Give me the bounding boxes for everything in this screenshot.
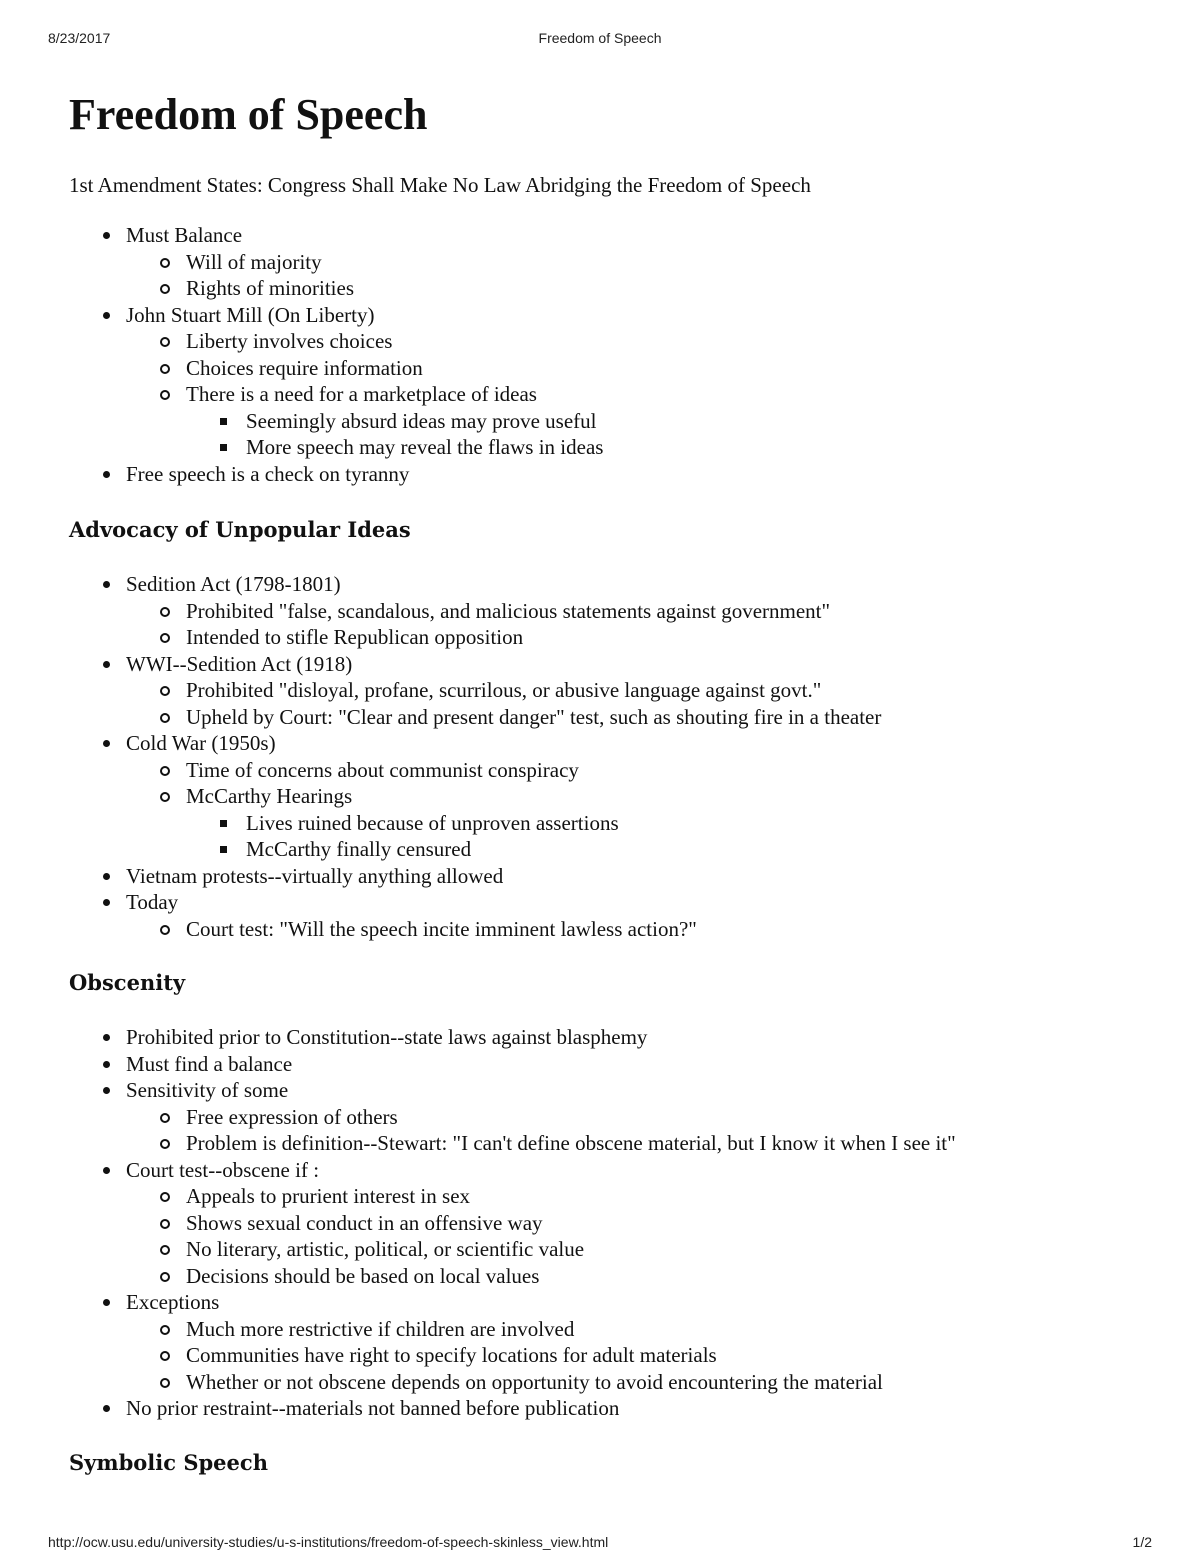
list-item-text: No prior restraint--materials not banned before publication [126,1396,620,1420]
circle-bullet-icon [160,1325,170,1335]
intro-list [69,222,1149,487]
list-item [126,677,1149,704]
list-item-text: Appeals to prurient interest in sex [186,1184,471,1208]
circle-bullet-icon [160,1192,170,1202]
page-title: Freedom of Speech [69,90,428,139]
circle-bullet-icon [160,364,170,374]
list-item-text: Court test: "Will the speech incite imminent lawless action?" [186,916,697,941]
list-item [69,302,1149,461]
intro-paragraph: 1st Amendment States: Congress Shall Make No Law Abridging the Freedom of Speech [69,173,811,197]
list-item-text: Much more restrictive if children are involved [186,1316,575,1341]
bullet-list-level-2 [126,1104,1149,1157]
list-item [126,381,1149,461]
list-item [126,1130,1149,1157]
circle-bullet-icon [160,1219,170,1229]
list-item [126,916,1149,943]
list-item [126,1210,1149,1237]
list-item-text: Upheld by Court: "Clear and present danger" test, such as shouting fire in a theater [186,704,882,729]
bullet-list-level-2 [126,1316,1149,1396]
disc-bullet-icon [103,740,110,747]
circle-bullet-icon [160,1113,170,1123]
circle-bullet-icon [160,1245,170,1255]
list-item [69,461,1149,488]
list-item-text: Prohibited prior to Constitution--state laws against blasphemy [126,1025,648,1049]
print-url: http://ocw.usu.edu/university-studies/u-s-institutions/freedom-of-speech-skinless_view.html [48,1534,609,1550]
list-item [69,1051,1149,1078]
list-item-text: Decisions should be based on local values [186,1263,540,1288]
list-item-text: Sensitivity of some [126,1078,289,1102]
list-item [126,355,1149,382]
list-item [69,651,1149,731]
page-number: 1/2 [1132,1534,1152,1550]
list-item-text: Exceptions [126,1290,220,1314]
disc-bullet-icon [103,1405,110,1412]
circle-bullet-icon [160,686,170,696]
section-heading: Obscenity [69,970,186,995]
list-item [69,889,1149,942]
list-item-text: Whether or not obscene depends on opportunity to avoid encountering the material [186,1369,883,1394]
print-page-title: Freedom of Speech [538,30,662,46]
list-item-text: McCarthy finally censured [246,837,472,861]
list-item [69,1024,1149,1051]
square-bullet-icon [220,444,227,451]
list-item [126,1236,1149,1263]
section [69,517,1149,942]
disc-bullet-icon [103,581,110,588]
list-item-text: Will of majority [186,249,322,274]
circle-bullet-icon [160,1139,170,1149]
list-item [69,571,1149,651]
list-item [69,222,1149,302]
bullet-list-level-2 [126,328,1149,461]
document-body [69,88,1149,1476]
list-item-text: Choices require information [186,355,423,380]
list-item [126,1104,1149,1131]
circle-bullet-icon [160,607,170,617]
list-item [126,704,1149,731]
list-item [126,783,1149,863]
print-header [48,30,1152,50]
list-item-text: Communities have right to specify locations for adult materials [186,1343,717,1367]
list-item [69,1077,1149,1157]
section [69,1450,1149,1476]
list-item [126,1342,1149,1369]
list-item-text: Seemingly absurd ideas may prove useful [246,408,597,433]
list-item-text: Free expression of others [186,1104,398,1129]
list-item-text: McCarthy Hearings [186,784,353,808]
square-bullet-icon [220,820,227,827]
list-item [126,275,1149,302]
disc-bullet-icon [103,899,110,906]
list-item-text: Shows sexual conduct in an offensive way [186,1210,543,1235]
list-item-text: There is a need for a marketplace of ideas [186,382,537,406]
disc-bullet-icon [103,873,110,880]
list-item [126,249,1149,276]
bullet-list-level-2 [126,249,1149,302]
print-footer [48,1534,1152,1554]
circle-bullet-icon [160,284,170,294]
list-item-text: Rights of minorities [186,276,354,300]
list-item-text: Court test--obscene if : [126,1157,320,1182]
circle-bullet-icon [160,258,170,268]
bullet-list-level-2 [126,916,1149,943]
list-item [126,624,1149,651]
circle-bullet-icon [160,792,170,802]
list-item [186,434,1149,461]
bullet-list-level-1 [69,222,1149,487]
list-item [69,863,1149,890]
list-item [126,1369,1149,1396]
list-item-text: Liberty involves choices [186,329,393,353]
bullet-list-level-3 [186,408,1149,461]
section-heading: Advocacy of Unpopular Ideas [69,517,411,542]
list-item-text: Must Balance [126,223,243,247]
sections [69,517,1149,1476]
circle-bullet-icon [160,390,170,400]
list-item [186,810,1149,837]
list-item [126,757,1149,784]
section [69,970,1149,1422]
list-item-text: No literary, artistic, political, or scientific value [186,1237,585,1261]
list-item [69,730,1149,863]
bullet-list-level-1 [69,1024,1149,1422]
circle-bullet-icon [160,925,170,935]
list-item [69,1395,1149,1422]
list-item-text: Problem is definition--Stewart: "I can't define obscene material, but I know it when I see it" [186,1131,956,1155]
disc-bullet-icon [103,1299,110,1306]
disc-bullet-icon [103,471,110,478]
circle-bullet-icon [160,337,170,347]
list-item [69,1289,1149,1395]
list-item [126,1316,1149,1343]
list-item-text: Cold War (1950s) [126,731,276,755]
circle-bullet-icon [160,766,170,776]
list-item [69,1157,1149,1290]
list-item-text: Vietnam protests--virtually anything allowed [126,863,504,888]
disc-bullet-icon [103,1087,110,1094]
list-item-text: Intended to stifle Republican opposition [186,625,524,649]
bullet-list-level-3 [186,810,1149,863]
square-bullet-icon [220,418,227,425]
disc-bullet-icon [103,661,110,668]
bullet-list-level-2 [126,757,1149,863]
bullet-list-level-2 [126,677,1149,730]
list-item-text: Time of concerns about communist conspiracy [186,757,579,782]
list-item-text: Sedition Act (1798-1801) [126,572,341,596]
list-item [186,836,1149,863]
bullet-list-level-2 [126,598,1149,651]
list-item [126,598,1149,625]
list-item [126,328,1149,355]
disc-bullet-icon [103,232,110,239]
list-item-text: Must find a balance [126,1051,293,1076]
list-item [126,1263,1149,1290]
square-bullet-icon [220,846,227,853]
circle-bullet-icon [160,1378,170,1388]
list-item-text: Lives ruined because of unproven assertions [246,810,619,835]
disc-bullet-icon [103,1167,110,1174]
bullet-list-level-1 [69,571,1149,942]
circle-bullet-icon [160,633,170,643]
disc-bullet-icon [103,1034,110,1041]
list-item-text: Free speech is a check on tyranny [126,461,410,486]
circle-bullet-icon [160,1351,170,1361]
circle-bullet-icon [160,1272,170,1282]
circle-bullet-icon [160,713,170,723]
disc-bullet-icon [103,1061,110,1068]
disc-bullet-icon [103,312,110,319]
list-item-text: WWI--Sedition Act (1918) [126,651,353,676]
list-item-text: Prohibited "false, scandalous, and malicious statements against government" [186,598,831,623]
list-item [186,408,1149,435]
list-item-text: John Stuart Mill (On Liberty) [126,302,375,327]
section-heading: Symbolic Speech [69,1449,268,1475]
print-date: 8/23/2017 [48,30,111,46]
list-item-text: Today [126,890,179,914]
list-item [126,1183,1149,1210]
bullet-list-level-2 [126,1183,1149,1289]
list-item-text: Prohibited "disloyal, profane, scurrilous, or abusive language against govt." [186,678,822,702]
list-item-text: More speech may reveal the flaws in ideas [246,435,604,459]
